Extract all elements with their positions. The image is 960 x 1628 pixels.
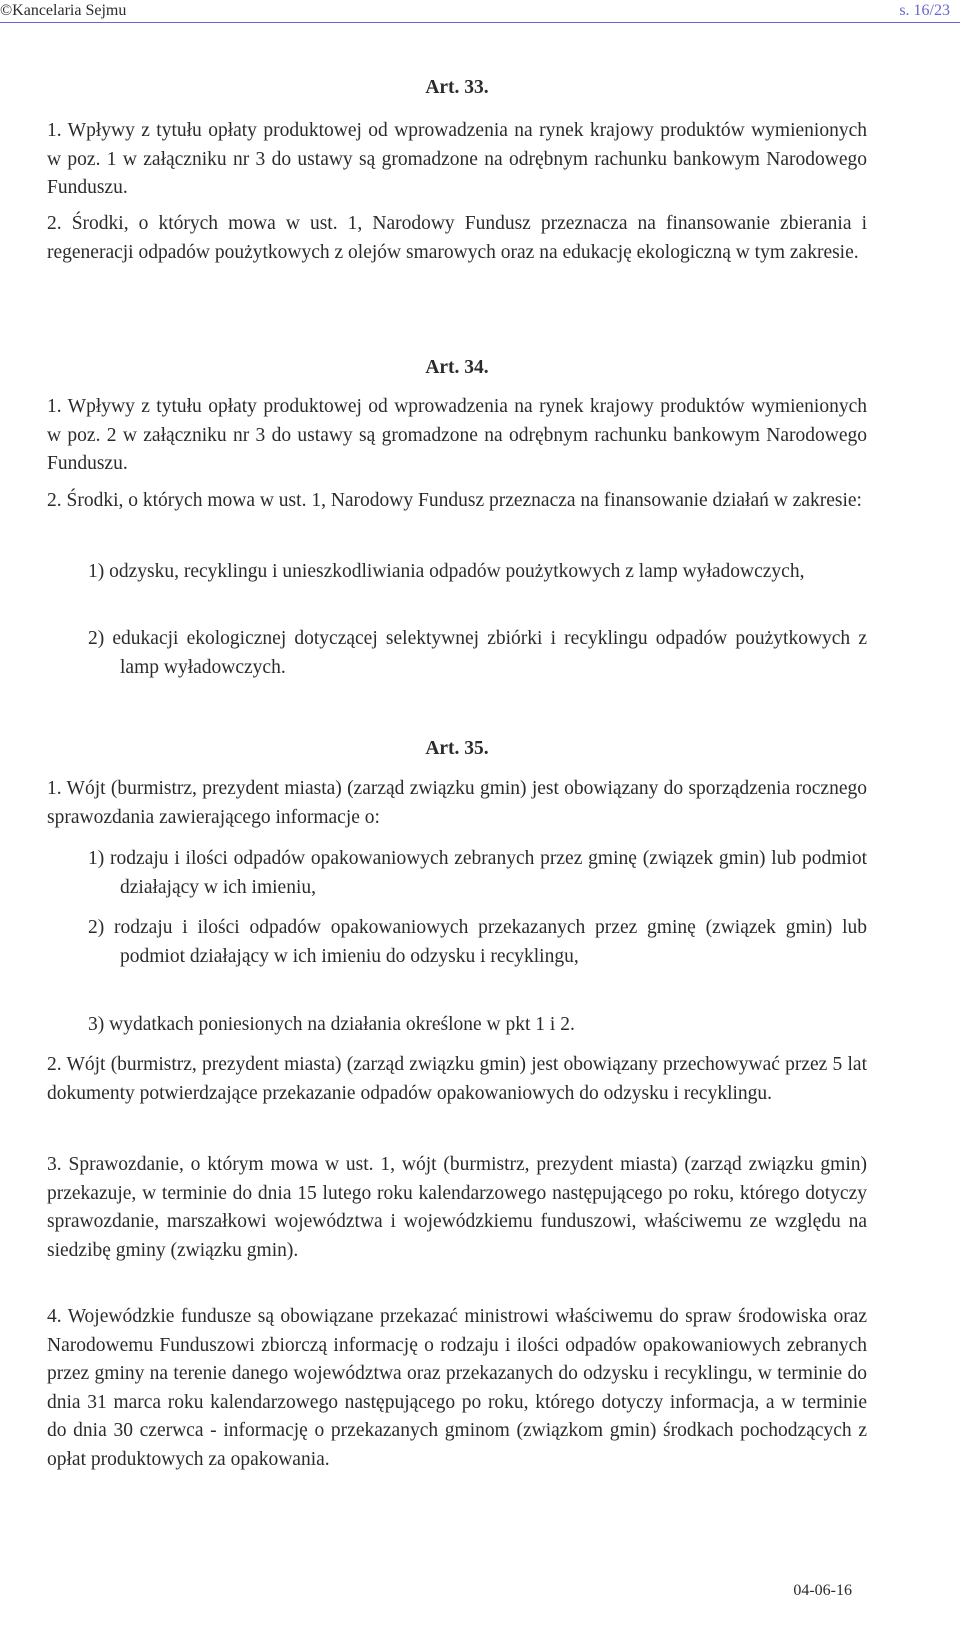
page-header	[0, 0, 960, 24]
article-title-34: Art. 34.	[425, 357, 489, 378]
art35-paragraph-4: 4. Wojewódzkie fundusze są obowiązane przekazać ministrowi właściwemu do spraw środowiska oraz Narodowemu Funduszowi zbiorczą informację o rodzaju i ilości odpadów opakowaniowych zebranych przez gminy na terenie danego województwa oraz przekazanych do odzysku i recyklingu, w terminie do dnia 31 marca roku kalendarzowego następującego po roku, którego dotyczy informacja, a w terminie do dnia 30 czerwca - informację o przekazanych gminom (związkom gmin) środkach pochodzących z opłat produktowych za opakowania.	[47, 1306, 867, 1470]
art34-paragraph-2: 2. Środki, o których mowa w ust. 1, Narodowy Fundusz przeznacza na finansowanie działań w zakresie:	[47, 490, 862, 511]
art35-paragraph-1: 1. Wójt (burmistrz, prezydent miasta) (zarząd związku gmin) jest obowiązany do sporządzenia rocznego sprawozdania zawierającego informacje o:	[47, 778, 867, 828]
art35-paragraph-2: 2. Wójt (burmistrz, prezydent miasta) (zarząd związku gmin) jest obowiązany przechowywać przez 5 lat dokumenty potwierdzające przekazanie odpadów opakowaniowych do odzysku i recyklingu.	[47, 1054, 867, 1104]
publisher-label: ©Kancelaria Sejmu	[0, 2, 127, 19]
art33-paragraph-2: 2. Środki, o których mowa w ust. 1, Narodowy Fundusz przeznacza na finansowanie zbierania i regeneracji odpadów poużytkowych z olejów smarowych oraz na edukację ekologiczną w tym zakresie.	[47, 213, 867, 263]
header-rule	[0, 22, 960, 23]
article-title-33: Art. 33.	[425, 77, 489, 98]
art34-list-item: 1) odzysku, recyklingu i unieszkodliwiania odpadów poużytkowych z lamp wyładowczych,	[88, 561, 805, 582]
art35-paragraph-3: 3. Sprawozdanie, o którym mowa w ust. 1, wójt (burmistrz, prezydent miasta) (zarząd związku gmin) przekazuje, w terminie do dnia 15 lutego roku kalendarzowego następującego po roku, którego dotyczy sprawozdanie, marszałkowi województwa i wojewódzkiemu funduszowi, właściwemu ze względu na siedzibę gminy (związku gmin).	[47, 1154, 867, 1261]
art34-paragraph-1: 1. Wpływy z tytułu opłaty produktowej od wprowadzenia na rynek krajowy produktów wymienionych w poz. 2 w załączniku nr 3 do ustawy są gromadzone na odrębnym rachunku bankowym Narodowego Funduszu.	[47, 396, 867, 474]
art33-paragraph-1: 1. Wpływy z tytułu opłaty produktowej od wprowadzenia na rynek krajowy produktów wymienionych w poz. 1 w załączniku nr 3 do ustawy są gromadzone na odrębnym rachunku bankowym Narodowego Funduszu.	[47, 120, 867, 198]
art35-list-item: 3) wydatkach poniesionych na działania określone w pkt 1 i 2.	[88, 1014, 575, 1035]
art34-list-item: 2) edukacji ekologicznej dotyczącej selektywnej zbiórki i recyklingu odpadów poużytkowych z lamp wyładowczych.	[88, 628, 867, 678]
art35-list-item: 2) rodzaju i ilości odpadów opakowaniowych przekazanych przez gminę (związek gmin) lub podmiot działający w ich imieniu do odzysku i recyklingu,	[88, 917, 867, 967]
article-title-35: Art. 35.	[425, 738, 489, 759]
document-date: 04-06-16	[793, 1582, 852, 1599]
page-number: s. 16/23	[899, 2, 950, 19]
art35-list-item: 1) rodzaju i ilości odpadów opakowaniowych zebranych przez gminę (związek gmin) lub podmiot działający w ich imieniu,	[88, 848, 867, 898]
